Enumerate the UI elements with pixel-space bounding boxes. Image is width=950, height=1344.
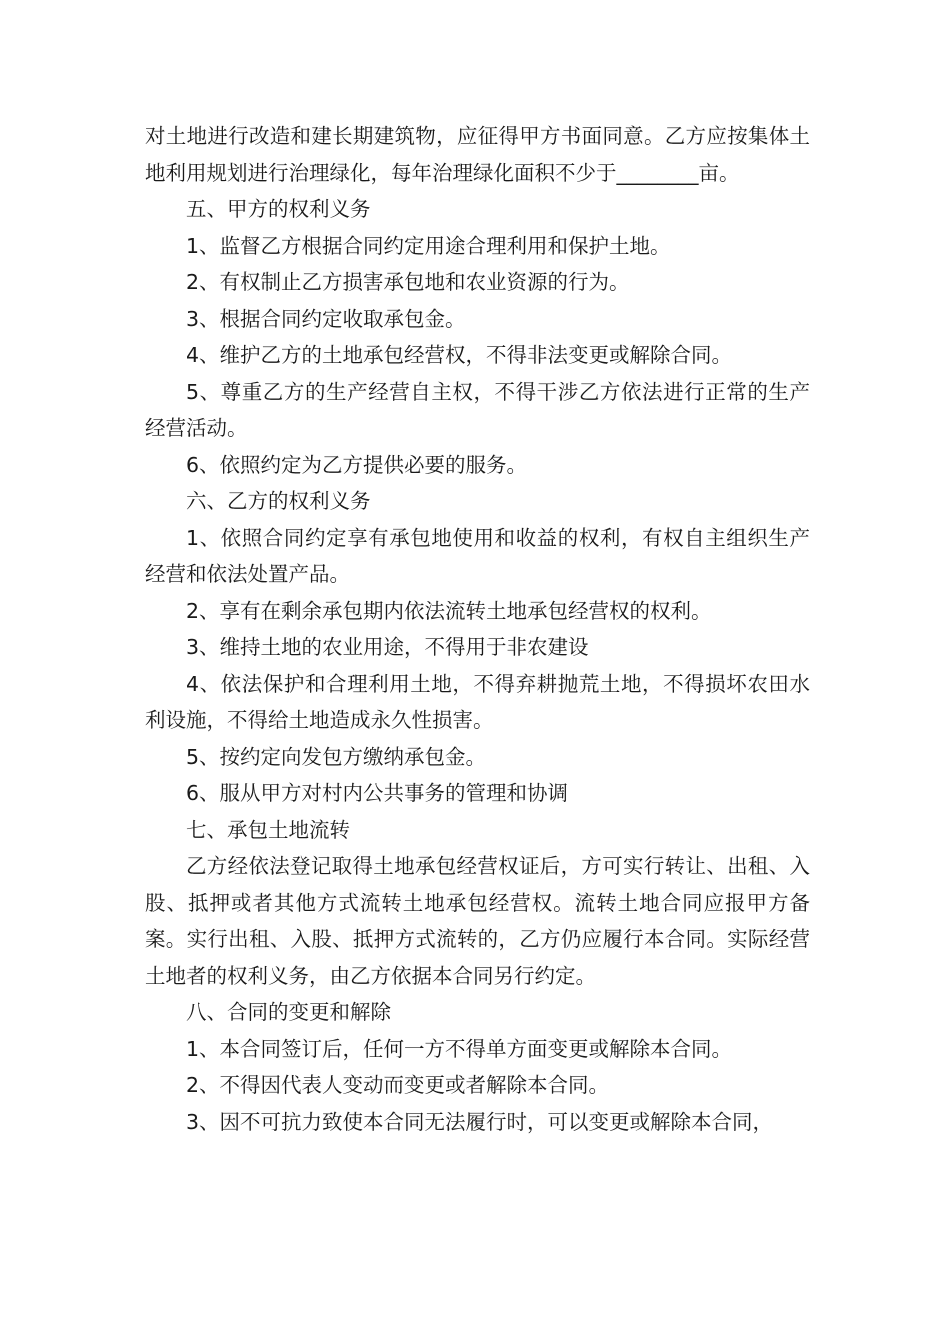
section-heading: 七、承包土地流转	[186, 817, 350, 842]
paragraph: 5、按约定向发包方缴纳承包金。	[186, 744, 487, 769]
paragraph: 2、不得因代表人变动而变更或者解除本合同。	[186, 1073, 610, 1097]
paragraph: 1、监督乙方根据合同约定用途合理利用和保护土地。	[186, 233, 671, 258]
paragraph: 乙方经依法登记取得土地承包经营权证后，方可实行转让、出租、入股、抵押或者其他方式流转土地承包经营权。流转土地合同应报甲方备案。实行出租、入股、抵押方式流转的，乙方仍应履行本合同。实际经营土地者的权利义务，由乙方依据本合同另行约定。	[145, 854, 810, 988]
paragraph: 3、根据合同约定收取承包金。	[186, 306, 466, 331]
paragraph: 3、维持土地的农业用途，不得用于非农建设	[186, 635, 589, 659]
section-heading: 六、乙方的权利义务	[186, 489, 371, 513]
paragraph: 6、依照约定为乙方提供必要的服务。	[186, 452, 528, 477]
paragraph: 6、服从甲方对村内公共事务的管理和协调	[186, 781, 569, 805]
paragraph: 1、本合同签订后，任何一方不得单方面变更或解除本合同。	[186, 1036, 733, 1061]
paragraph: 2、有权制止乙方损害承包地和农业资源的行为。	[186, 270, 630, 294]
paragraph: 1、依照合同约定享有承包地使用和收益的权利，有权自主组织生产经营和依法处置产品。	[145, 525, 810, 586]
paragraph: 5、尊重乙方的生产经营自主权，不得干涉乙方依法进行正常的生产经营活动。	[145, 379, 810, 440]
paragraph: 3、因不可抗力致使本合同无法履行时，可以变更或解除本合同，	[186, 1109, 774, 1134]
section-heading: 八、合同的变更和解除	[186, 1000, 391, 1024]
paragraph: 对土地进行改造和建长期建筑物，应征得甲方书面同意。乙方应按集体土地利用规划进行治理绿化，每年治理绿化面积不少于________亩。	[145, 124, 810, 185]
paragraph: 4、维护乙方的土地承包经营权，不得非法变更或解除合同。	[186, 343, 733, 367]
section-heading: 五、甲方的权利义务	[186, 197, 371, 221]
paragraph: 2、享有在剩余承包期内依法流转土地承包经营权的权利。	[186, 598, 712, 623]
document-body	[145, 118, 810, 1140]
paragraph: 4、依法保护和合理利用土地，不得弃耕抛荒土地，不得损坏农田水利设施，不得给土地造成永久性损害。	[145, 671, 810, 732]
